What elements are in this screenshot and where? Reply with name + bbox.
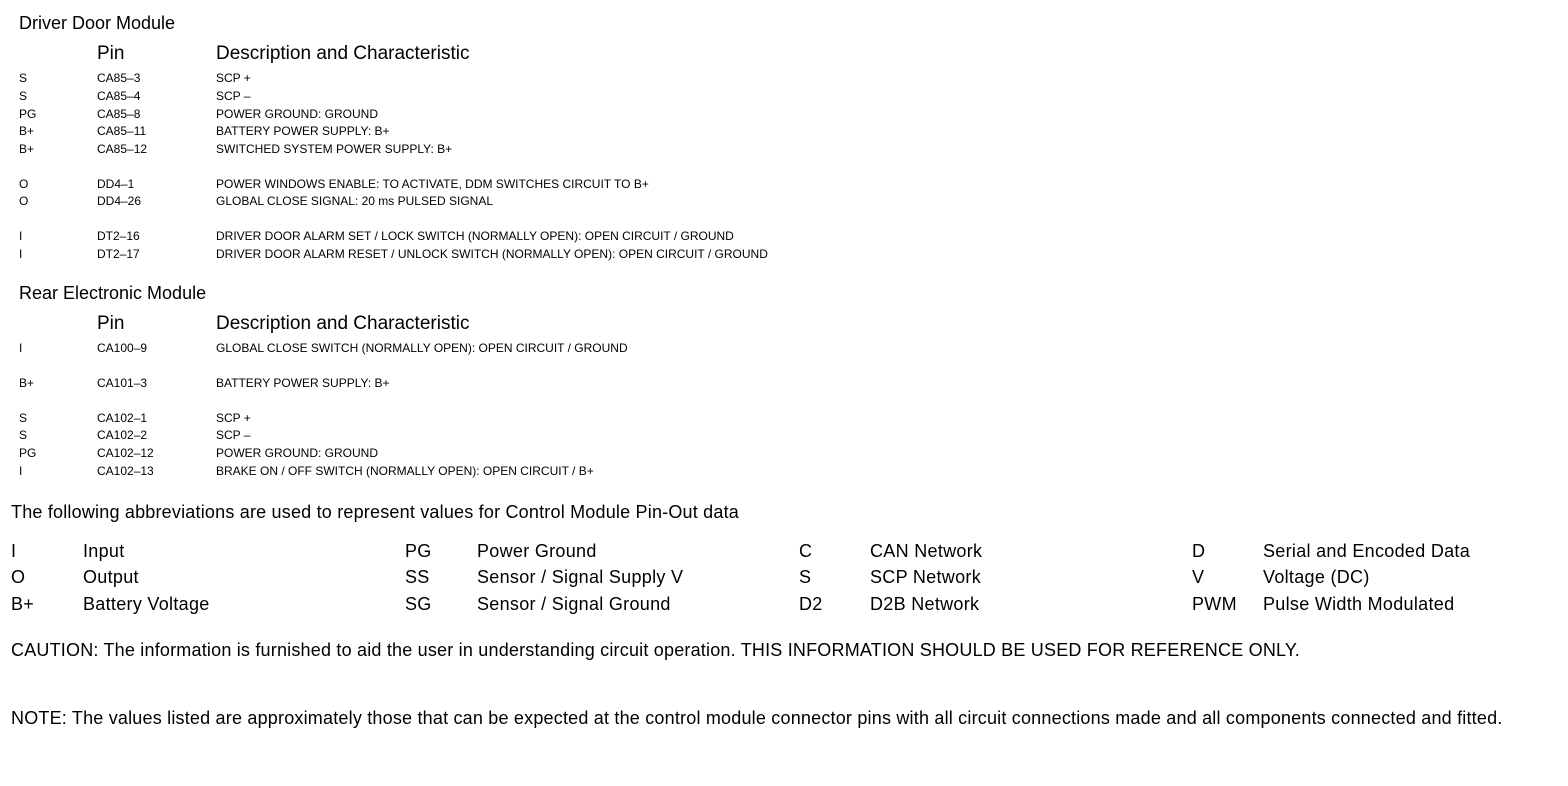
- abbr-code: V: [1192, 567, 1205, 587]
- abbr-code: B+: [11, 594, 35, 614]
- pin-description: DRIVER DOOR ALARM RESET / UNLOCK SWITCH (NORMALLY OPEN): OPEN CIRCUIT / GROUND: [216, 247, 768, 261]
- pin-type-code: I: [19, 247, 23, 261]
- pin-description: SCP +: [216, 411, 251, 425]
- pin-id: CA100–9: [97, 341, 148, 355]
- abbr-meaning: D2B Network: [870, 594, 980, 614]
- pin-id: CA85–8: [97, 107, 141, 121]
- abbr-meaning: Voltage (DC): [1263, 567, 1370, 587]
- abbr-code: D2: [799, 594, 823, 614]
- pin-id: DD4–26: [97, 194, 142, 208]
- pin-id: CA85–12: [97, 142, 148, 156]
- pin-type-code: I: [19, 229, 23, 243]
- pin-type-code: B+: [19, 142, 35, 156]
- pin-id: DT2–17: [97, 247, 140, 261]
- pin-type-code: S: [19, 71, 28, 85]
- pin-type-code: B+: [19, 124, 35, 138]
- section-title-driver-door-module: Driver Door Module: [19, 13, 176, 33]
- note-text: NOTE: The values listed are approximately those that can be expected at the control module connector pins with all circuit connections made and all components connected and fitted.: [11, 708, 1503, 728]
- pin-column-header: Pin: [97, 313, 125, 334]
- abbreviations-intro: The following abbreviations are used to represent values for Control Module Pin-Out data: [11, 502, 739, 522]
- abbr-meaning: Power Ground: [477, 541, 597, 561]
- pin-description: POWER GROUND: GROUND: [216, 446, 378, 460]
- pin-type-code: S: [19, 428, 28, 442]
- pin-id: CA102–12: [97, 446, 154, 460]
- pin-description: DRIVER DOOR ALARM SET / LOCK SWITCH (NORMALLY OPEN): OPEN CIRCUIT / GROUND: [216, 229, 734, 243]
- caution-text: CAUTION: The information is furnished to aid the user in understanding circuit operation. THIS INFORMATION SHOULD BE USED FOR REFERENCE ONLY.: [11, 640, 1300, 660]
- abbr-code: I: [11, 541, 17, 561]
- pin-description: POWER GROUND: GROUND: [216, 107, 378, 121]
- abbr-code: PG: [405, 541, 432, 561]
- pin-id: CA102–2: [97, 428, 148, 442]
- pin-description: BATTERY POWER SUPPLY: B+: [216, 124, 390, 138]
- pin-description: SCP +: [216, 71, 251, 85]
- abbr-code: SG: [405, 594, 432, 614]
- pin-description: GLOBAL CLOSE SIGNAL: 20 ms PULSED SIGNAL: [216, 194, 493, 208]
- pin-id: CA85–11: [97, 124, 147, 138]
- description-column-header: Description and Characteristic: [216, 313, 470, 334]
- abbr-code: O: [11, 567, 26, 587]
- section-title-rear-electronic-module: Rear Electronic Module: [19, 283, 207, 303]
- pin-id: CA85–4: [97, 89, 141, 103]
- pin-description: GLOBAL CLOSE SWITCH (NORMALLY OPEN): OPEN CIRCUIT / GROUND: [216, 341, 628, 355]
- pin-type-code: O: [19, 194, 29, 208]
- pin-description: POWER WINDOWS ENABLE: TO ACTIVATE, DDM SWITCHES CIRCUIT TO B+: [216, 177, 649, 191]
- pin-description: BATTERY POWER SUPPLY: B+: [216, 376, 390, 390]
- pin-type-code: I: [19, 464, 23, 478]
- pin-description: BRAKE ON / OFF SWITCH (NORMALLY OPEN): OPEN CIRCUIT / B+: [216, 464, 594, 478]
- abbr-meaning: Pulse Width Modulated: [1263, 594, 1455, 614]
- pin-description: SCP –: [216, 89, 251, 103]
- abbr-meaning: Sensor / Signal Ground: [477, 594, 671, 614]
- pin-description: SCP –: [216, 428, 251, 442]
- abbr-meaning: Sensor / Signal Supply V: [477, 567, 684, 587]
- pin-type-code: S: [19, 89, 28, 103]
- pin-id: CA101–3: [97, 376, 148, 390]
- abbr-code: C: [799, 541, 813, 561]
- abbr-code: PWM: [1192, 594, 1237, 614]
- pin-type-code: S: [19, 411, 28, 425]
- abbr-meaning: Output: [83, 567, 139, 587]
- pin-id: CA102–13: [97, 464, 154, 478]
- abbr-meaning: Serial and Encoded Data: [1263, 541, 1471, 561]
- abbr-code: S: [799, 567, 812, 587]
- abbr-code: SS: [405, 567, 430, 587]
- abbr-meaning: Input: [83, 541, 125, 561]
- pin-column-header: Pin: [97, 43, 125, 64]
- abbr-meaning: Battery Voltage: [83, 594, 210, 614]
- pin-id: CA85–3: [97, 71, 141, 85]
- pin-id: DT2–16: [97, 229, 140, 243]
- pin-type-code: PG: [19, 446, 37, 460]
- pin-type-code: O: [19, 177, 29, 191]
- abbr-meaning: SCP Network: [870, 567, 982, 587]
- pin-type-code: PG: [19, 107, 37, 121]
- abbr-meaning: CAN Network: [870, 541, 983, 561]
- abbr-code: D: [1192, 541, 1206, 561]
- description-column-header: Description and Characteristic: [216, 43, 470, 64]
- pin-id: DD4–1: [97, 177, 135, 191]
- pin-type-code: I: [19, 341, 23, 355]
- pin-type-code: B+: [19, 376, 35, 390]
- pin-description: SWITCHED SYSTEM POWER SUPPLY: B+: [216, 142, 453, 156]
- pin-id: CA102–1: [97, 411, 148, 425]
